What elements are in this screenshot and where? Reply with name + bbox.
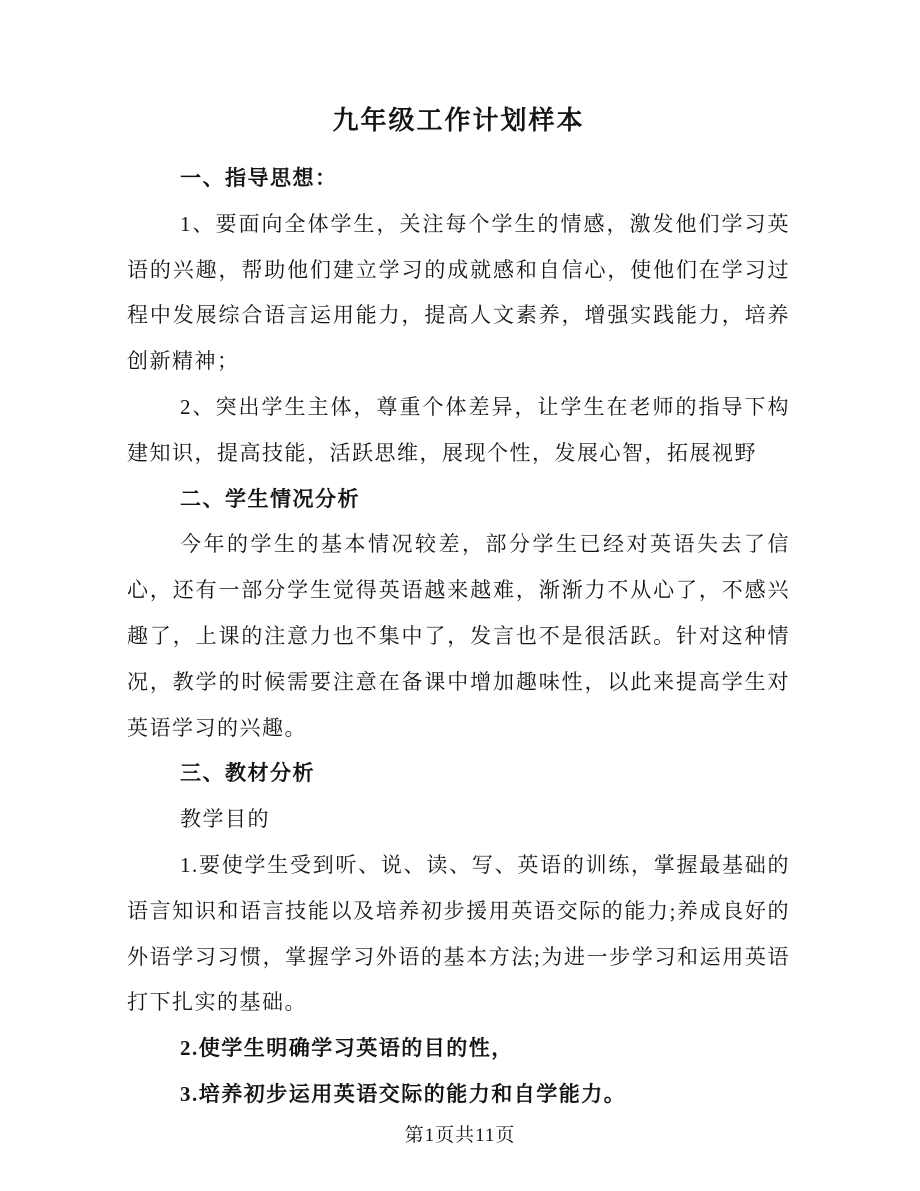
- paragraph: 今年的学生的基本情况较差，部分学生已经对英语失去了信心，还有一部分学生觉得英语越来越难，渐渐力不从心了，不感兴趣了，上课的注意力也不集中了，发言也不是很活跃。针对这种情况，教学的时候需要注意在备课中增加趣味性，以此来提高学生对英语学习的兴趣。: [127, 532, 790, 740]
- section-heading: 三、教材分析: [180, 761, 315, 786]
- paragraph: 2、突出学生主体，尊重个体差异，让学生在老师的指导下构建知识，提高技能，活跃思维，展现个性，发展心智，拓展视野: [127, 394, 790, 465]
- document-body: [127, 156, 790, 1118]
- paragraph: 2.使学生明确学习英语的目的性，: [180, 1036, 514, 1061]
- paragraph: 1、要面向全体学生，关注每个学生的情感，激发他们学习英语的兴趣，帮助他们建立学习的成就感和自信心，使他们在学习过程中发展综合语言运用能力，提高人文素养，增强实践能力，培养创新精神；: [127, 211, 790, 374]
- document-title: 九年级工作计划样本: [332, 106, 585, 135]
- section-heading: 一、指导思想：: [180, 166, 338, 190]
- document-content: [127, 100, 790, 1118]
- section-heading: 二、学生情况分析: [180, 486, 360, 511]
- page-number-footer: 第1页共11页: [404, 1125, 516, 1146]
- paragraph: 1.要使学生受到听、说、读、写、英语的训练，掌握最基础的语言知识和语言技能以及培养初步援用英语交际的能力;养成良好的外语学习习惯，掌握学习外语的基本方法;为进一步学习和运用英语打下扎实的基础。: [127, 852, 790, 1015]
- paragraph: 教学目的: [180, 807, 270, 832]
- paragraph: 3.培养初步运用英语交际的能力和自学能力。: [180, 1081, 627, 1106]
